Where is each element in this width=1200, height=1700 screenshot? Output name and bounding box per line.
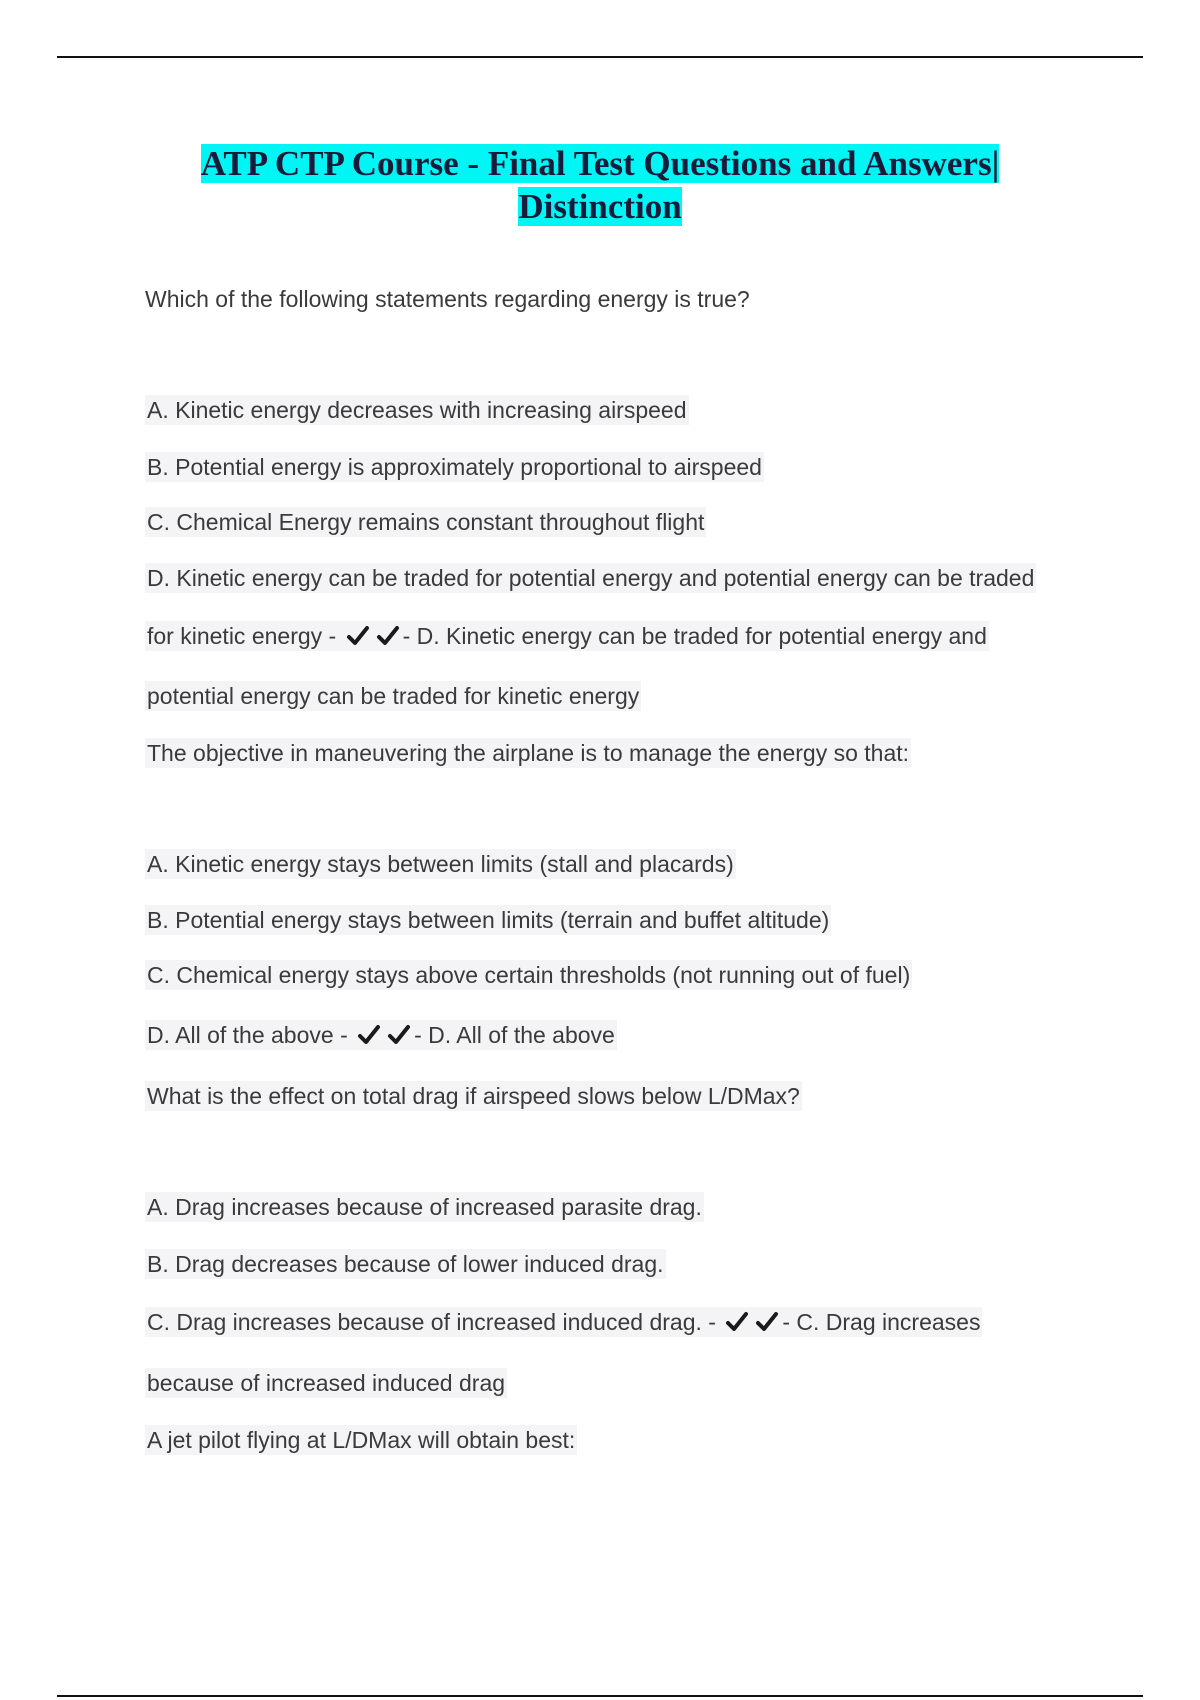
- answer-option: D. Kinetic energy can be traded for potential energy and potential energy can be traded: [147, 565, 1035, 591]
- answer-option: C. Chemical energy stays above certain thresholds (not running out of fuel): [147, 962, 911, 988]
- answer-line: D. All of the above - - D. All of the above: [147, 1022, 615, 1048]
- check-icon: [376, 624, 400, 648]
- answer-option: B. Potential energy is approximately proportional to airspeed: [147, 454, 762, 480]
- answer-line-continued: potential energy can be traded for kinetic energy: [147, 683, 640, 709]
- check-icon: [357, 1023, 381, 1047]
- question-prompt: What is the effect on total drag if airspeed slows below L/DMax?: [147, 1083, 800, 1109]
- answer-line-continued: because of increased induced drag: [147, 1370, 506, 1396]
- footer-rule: [57, 1695, 1143, 1697]
- title-line-1: ATP CTP Course - Final Test Questions and Answers|: [200, 144, 1000, 183]
- question-prompt: The objective in maneuvering the airplane is to manage the energy so that:: [147, 740, 910, 766]
- answer-line: for kinetic energy - - D. Kinetic energy can be traded for potential energy and: [147, 623, 987, 649]
- question-prompt: A jet pilot flying at L/DMax will obtain best:: [147, 1427, 576, 1453]
- question-prompt: Which of the following statements regarding energy is true?: [145, 286, 750, 312]
- answer-option: A. Drag increases because of increased parasite drag.: [147, 1194, 702, 1220]
- check-icon: [346, 624, 370, 648]
- title-line-2: Distinction: [518, 187, 682, 226]
- answer-option: A. Kinetic energy decreases with increasing airspeed: [147, 397, 687, 423]
- check-icon: [387, 1023, 411, 1047]
- header-rule: [57, 56, 1143, 58]
- answer-option: B. Drag decreases because of lower induced drag.: [147, 1251, 664, 1277]
- answer-option: B. Potential energy stays between limits (terrain and buffet altitude): [147, 907, 830, 933]
- check-icon: [725, 1310, 749, 1334]
- answer-option: A. Kinetic energy stays between limits (stall and placards): [147, 851, 734, 877]
- page-title: [0, 142, 1200, 228]
- answer-option: C. Chemical Energy remains constant throughout flight: [147, 509, 705, 535]
- answer-line: C. Drag increases because of increased induced drag. - - C. Drag increases: [147, 1309, 981, 1335]
- check-icon: [755, 1310, 779, 1334]
